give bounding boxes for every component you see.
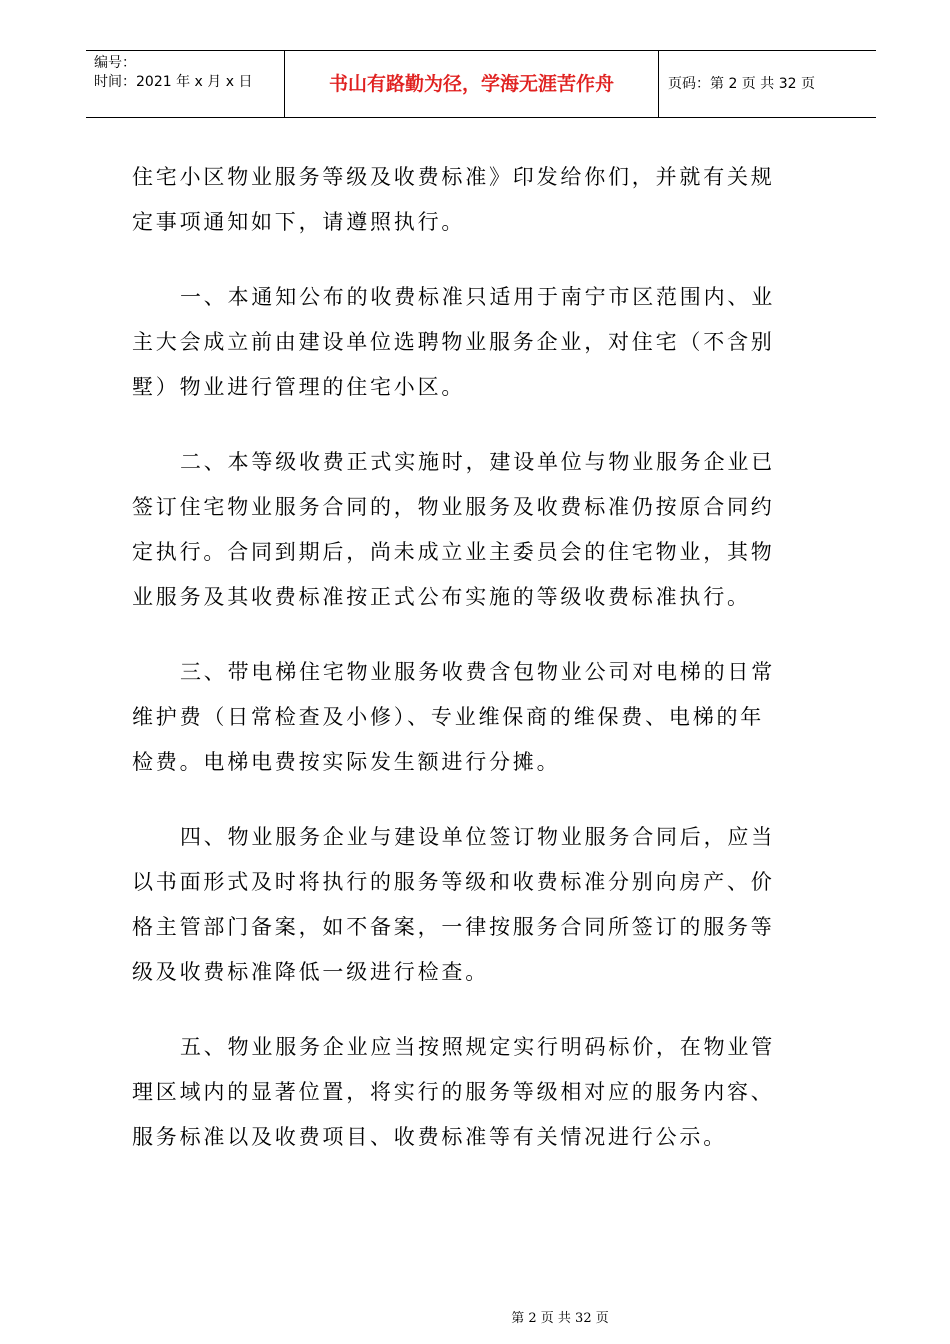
header-page-info: 页码：第 2 页 共 32 页 bbox=[668, 76, 815, 92]
paragraph-line: 维护费（日常检查及小修）、专业维保商的维保费、电梯的年 bbox=[132, 705, 765, 729]
paragraph-line: 检费。电梯电费按实际发生额进行分摊。 bbox=[132, 750, 561, 774]
header-meta bbox=[94, 51, 279, 117]
paragraph-line: 二、本等级收费正式实施时，建设单位与物业服务企业已 bbox=[180, 450, 775, 474]
paragraph-line: 住宅小区物业服务等级及收费标准》印发给你们，并就有关规 bbox=[132, 165, 775, 189]
document-number-label: 编号： bbox=[94, 55, 136, 71]
paragraph-item-4 bbox=[132, 815, 822, 995]
paragraph-line: 服务标准以及收费项目、收费标准等有关情况进行公示。 bbox=[132, 1125, 727, 1149]
paragraph-line: 主大会成立前由建设单位选聘物业服务企业，对住宅（不含别 bbox=[132, 330, 775, 354]
paragraph-item-5 bbox=[132, 1025, 822, 1160]
paragraph-line: 理区域内的显著位置，将实行的服务等级相对应的服务内容、 bbox=[132, 1080, 775, 1104]
page-header bbox=[86, 50, 876, 118]
document-body bbox=[132, 155, 822, 1190]
paragraph-line: 定事项通知如下，请遵照执行。 bbox=[132, 210, 466, 234]
header-motto: 书山有路勤为径，学海无涯苦作舟 bbox=[328, 73, 614, 95]
paragraph-line: 定执行。合同到期后，尚未成立业主委员会的住宅物业，其物 bbox=[132, 540, 775, 564]
paragraph-line: 级及收费标准降低一级进行检查。 bbox=[132, 960, 489, 984]
paragraph-item-2 bbox=[132, 440, 822, 620]
document-time-label: 时间：2021 年 x 月 x 日 bbox=[94, 74, 253, 90]
paragraph-item-1 bbox=[132, 275, 822, 410]
paragraph-line: 格主管部门备案，如不备案，一律按服务合同所签订的服务等 bbox=[132, 915, 775, 939]
paragraph-intro-continued bbox=[132, 155, 822, 245]
header-divider-right bbox=[658, 51, 659, 117]
paragraph-line: 业服务及其收费标准按正式公布实施的等级收费标准执行。 bbox=[132, 585, 751, 609]
paragraph-line: 三、带电梯住宅物业服务收费含包物业公司对电梯的日常 bbox=[180, 660, 775, 684]
paragraph-line: 四、物业服务企业与建设单位签订物业服务合同后，应当 bbox=[180, 825, 775, 849]
paragraph-line: 签订住宅物业服务合同的，物业服务及收费标准仍按原合同约 bbox=[132, 495, 775, 519]
paragraph-line: 以书面形式及时将执行的服务等级和收费标准分别向房产、价 bbox=[132, 870, 775, 894]
paragraph-line: 一、本通知公布的收费标准只适用于南宁市区范围内、业 bbox=[180, 285, 775, 309]
page-footer: 第 2 页 共 32 页 bbox=[511, 1311, 609, 1326]
paragraph-item-3 bbox=[132, 650, 822, 785]
paragraph-line: 五、物业服务企业应当按照规定实行明码标价，在物业管 bbox=[180, 1035, 775, 1059]
paragraph-line: 墅）物业进行管理的住宅小区。 bbox=[132, 375, 466, 399]
